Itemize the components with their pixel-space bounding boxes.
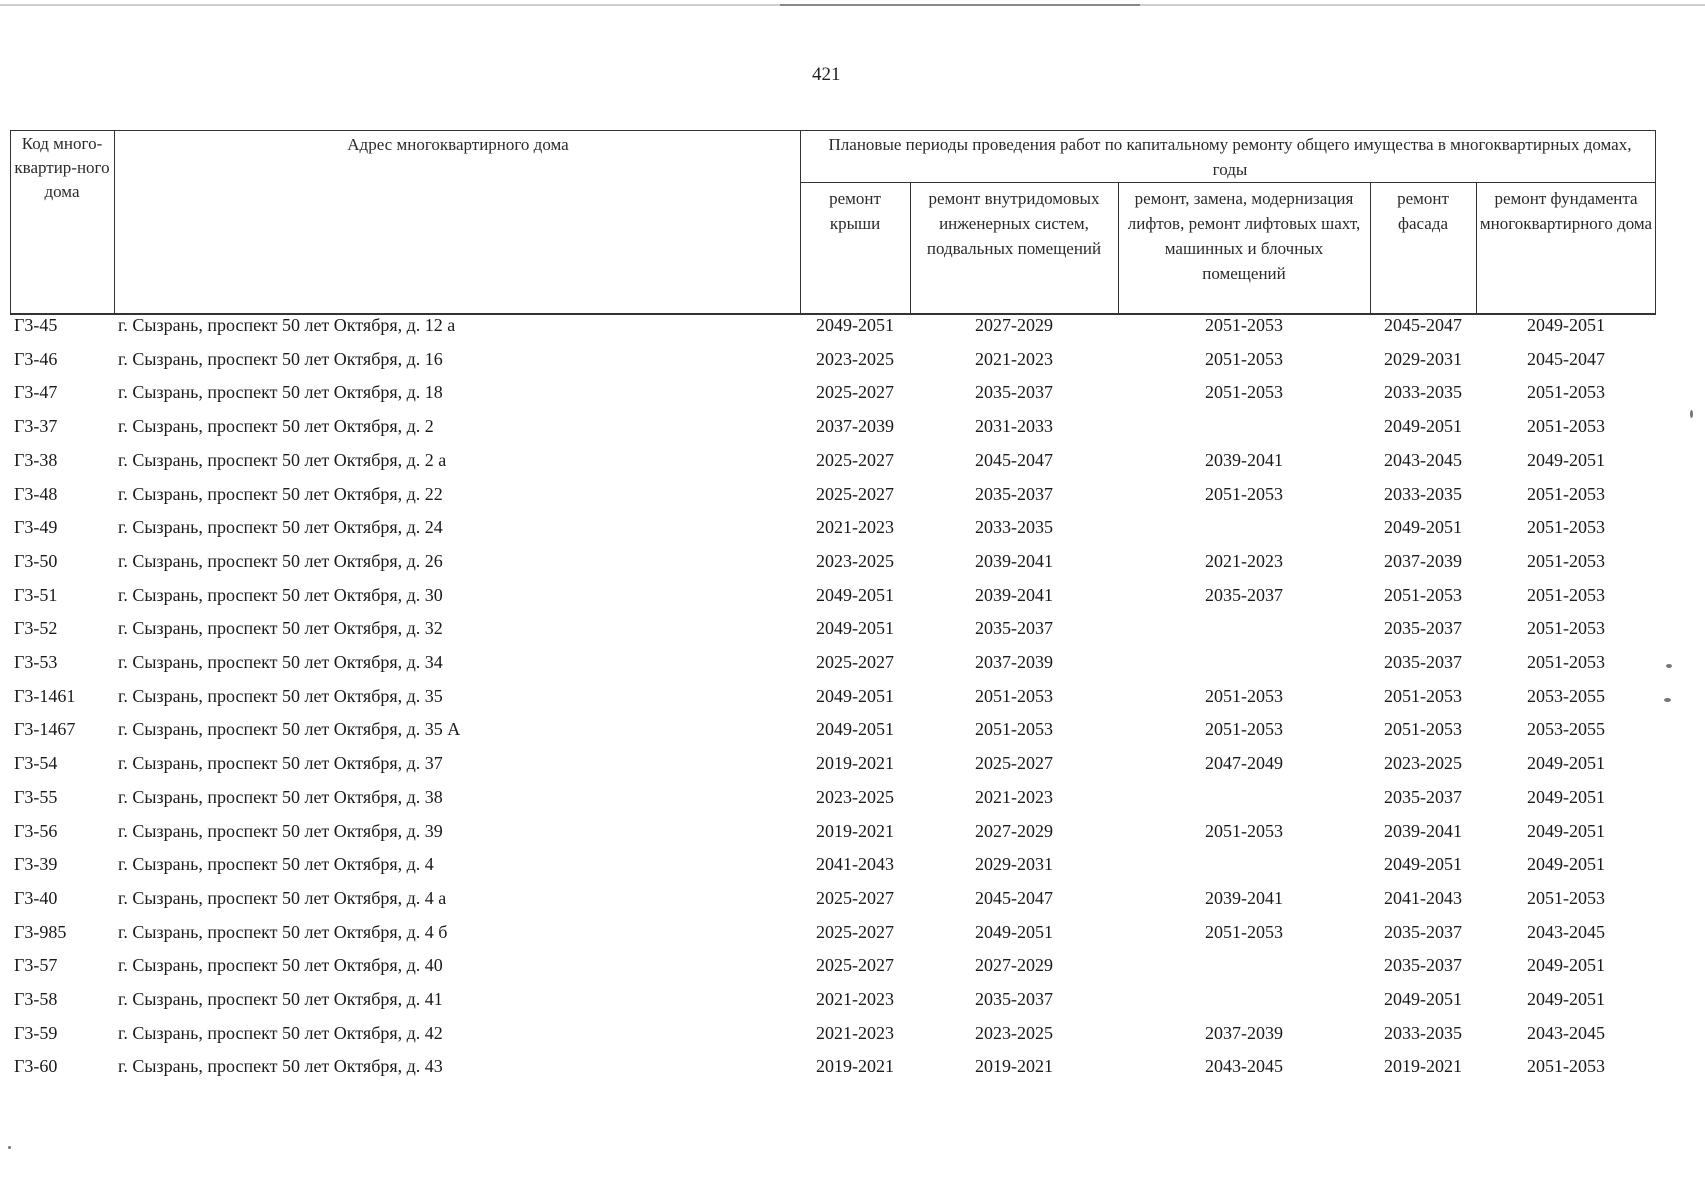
row-systems: 2035-2037: [975, 484, 1053, 504]
row-systems: 2027-2029: [975, 821, 1053, 841]
table-row: [0, 517, 1705, 551]
header-roof: ремонт крыши: [829, 189, 881, 233]
row-address: г. Сызрань, проспект 50 лет Октября, д. 24: [118, 517, 443, 537]
row-roof: 2025-2027: [816, 922, 894, 942]
row-address: г. Сызрань, проспект 50 лет Октября, д. 39: [118, 821, 443, 841]
row-code: Г3-53: [14, 652, 58, 672]
row-address: г. Сызрань, проспект 50 лет Октября, д. 35 А: [118, 719, 461, 739]
table-row: [0, 686, 1705, 720]
row-foundation: 2051-2053: [1527, 652, 1605, 672]
row-lifts: 2051-2053: [1205, 922, 1283, 942]
row-code: Г3-1461: [14, 686, 76, 706]
header-group: Плановые периоды проведения работ по капитальному ремонту общего имущества в многоквартирных домах, годы: [828, 135, 1632, 179]
row-address: г. Сызрань, проспект 50 лет Октября, д. 16: [118, 349, 443, 369]
row-facade: 2035-2037: [1384, 955, 1462, 975]
table-row: [0, 854, 1705, 888]
row-address: г. Сызрань, проспект 50 лет Октября, д. 18: [118, 382, 443, 402]
row-code: Г3-59: [14, 1023, 58, 1043]
row-systems: 2031-2033: [975, 416, 1053, 436]
row-facade: 2041-2043: [1384, 888, 1462, 908]
row-roof: 2019-2021: [816, 821, 894, 841]
row-code: Г3-51: [14, 585, 58, 605]
row-lifts: 2047-2049: [1205, 753, 1283, 773]
row-systems: 2021-2023: [975, 349, 1053, 369]
row-systems: 2029-2031: [975, 854, 1053, 874]
row-foundation: 2049-2051: [1527, 753, 1605, 773]
row-foundation: 2051-2053: [1527, 585, 1605, 605]
row-lifts: 2051-2053: [1205, 719, 1283, 739]
row-foundation: 2043-2045: [1527, 922, 1605, 942]
row-facade: 2051-2053: [1384, 585, 1462, 605]
row-roof: 2041-2043: [816, 854, 894, 874]
scan-top-border-dark: [780, 4, 1140, 6]
row-facade: 2023-2025: [1384, 753, 1462, 773]
row-systems: 2051-2053: [975, 719, 1053, 739]
row-facade: 2049-2051: [1384, 416, 1462, 436]
row-facade: 2033-2035: [1384, 484, 1462, 504]
row-code: Г3-37: [14, 416, 58, 436]
header-address: Адрес многоквартирного дома: [347, 135, 569, 154]
scan-speck: [1690, 410, 1693, 418]
table-row: [0, 349, 1705, 383]
row-foundation: 2051-2053: [1527, 1056, 1605, 1076]
row-systems: 2025-2027: [975, 753, 1053, 773]
row-facade: 2019-2021: [1384, 1056, 1462, 1076]
header-systems: ремонт внутридомовых инженерных систем, подвальных помещений: [926, 189, 1102, 258]
row-foundation: 2053-2055: [1527, 686, 1605, 706]
row-facade: 2043-2045: [1384, 450, 1462, 470]
row-systems: 2035-2037: [975, 989, 1053, 1009]
row-facade: 2049-2051: [1384, 989, 1462, 1009]
row-systems: 2045-2047: [975, 450, 1053, 470]
row-systems: 2035-2037: [975, 618, 1053, 638]
row-roof: 2049-2051: [816, 618, 894, 638]
table-row: [0, 551, 1705, 585]
table-row: [0, 484, 1705, 518]
row-address: г. Сызрань, проспект 50 лет Октября, д. 41: [118, 989, 443, 1009]
row-code: Г3-52: [14, 618, 58, 638]
table-row: [0, 1056, 1705, 1090]
row-address: г. Сызрань, проспект 50 лет Октября, д. 2: [118, 416, 434, 436]
row-address: г. Сызрань, проспект 50 лет Октября, д. 4: [118, 854, 434, 874]
row-roof: 2049-2051: [816, 315, 894, 335]
row-address: г. Сызрань, проспект 50 лет Октября, д. 22: [118, 484, 443, 504]
row-roof: 2021-2023: [816, 517, 894, 537]
table-row: [0, 652, 1705, 686]
row-code: Г3-58: [14, 989, 58, 1009]
table-row: [0, 989, 1705, 1023]
row-address: г. Сызрань, проспект 50 лет Октября, д. 2 а: [118, 450, 447, 470]
row-systems: 2037-2039: [975, 652, 1053, 672]
row-address: г. Сызрань, проспект 50 лет Октября, д. 26: [118, 551, 443, 571]
row-roof: 2025-2027: [816, 888, 894, 908]
row-code: Г3-60: [14, 1056, 58, 1076]
table-row: [0, 753, 1705, 787]
header-lifts: ремонт, замена, модернизация лифтов, ремонт лифтовых шахт, машинных и блочных помещений: [1127, 189, 1361, 283]
row-facade: 2035-2037: [1384, 922, 1462, 942]
table-row: [0, 888, 1705, 922]
row-facade: 2045-2047: [1384, 315, 1462, 335]
row-roof: 2049-2051: [816, 585, 894, 605]
row-foundation: 2049-2051: [1527, 450, 1605, 470]
row-facade: 2051-2053: [1384, 719, 1462, 739]
row-lifts: 2039-2041: [1205, 888, 1283, 908]
row-code: Г3-985: [14, 922, 67, 942]
row-lifts: 2021-2023: [1205, 551, 1283, 571]
row-lifts: 2051-2053: [1205, 349, 1283, 369]
table-row: [0, 955, 1705, 989]
row-lifts: 2051-2053: [1205, 821, 1283, 841]
row-systems: 2023-2025: [975, 1023, 1053, 1043]
table-row: [0, 585, 1705, 619]
table-row: [0, 719, 1705, 753]
row-roof: 2037-2039: [816, 416, 894, 436]
row-facade: 2033-2035: [1384, 382, 1462, 402]
row-address: г. Сызрань, проспект 50 лет Октября, д. 34: [118, 652, 443, 672]
row-roof: 2023-2025: [816, 551, 894, 571]
row-facade: 2037-2039: [1384, 551, 1462, 571]
row-lifts: 2051-2053: [1205, 484, 1283, 504]
row-foundation: 2049-2051: [1527, 787, 1605, 807]
row-lifts: 2051-2053: [1205, 315, 1283, 335]
table-row: [0, 450, 1705, 484]
row-roof: 2049-2051: [816, 719, 894, 739]
table-header: [10, 130, 1656, 314]
row-systems: 2039-2041: [975, 585, 1053, 605]
row-code: Г3-1467: [14, 719, 76, 739]
row-systems: 2049-2051: [975, 922, 1053, 942]
row-address: г. Сызрань, проспект 50 лет Октября, д. 40: [118, 955, 443, 975]
row-address: г. Сызрань, проспект 50 лет Октября, д. 32: [118, 618, 443, 638]
scan-speck: [1664, 698, 1671, 702]
row-facade: 2039-2041: [1384, 821, 1462, 841]
row-code: Г3-40: [14, 888, 58, 908]
row-roof: 2025-2027: [816, 955, 894, 975]
table-row: [0, 618, 1705, 652]
row-roof: 2025-2027: [816, 382, 894, 402]
table-row: [0, 1023, 1705, 1057]
row-address: г. Сызрань, проспект 50 лет Октября, д. 30: [118, 585, 443, 605]
row-systems: 2035-2037: [975, 382, 1053, 402]
row-foundation: 2051-2053: [1527, 382, 1605, 402]
row-address: г. Сызрань, проспект 50 лет Октября, д. 35: [118, 686, 443, 706]
row-facade: 2051-2053: [1384, 686, 1462, 706]
row-address: г. Сызрань, проспект 50 лет Октября, д. 37: [118, 753, 443, 773]
row-code: Г3-48: [14, 484, 58, 504]
row-roof: 2025-2027: [816, 484, 894, 504]
row-code: Г3-49: [14, 517, 58, 537]
row-foundation: 2051-2053: [1527, 618, 1605, 638]
row-facade: 2029-2031: [1384, 349, 1462, 369]
row-lifts: 2037-2039: [1205, 1023, 1283, 1043]
row-roof: 2019-2021: [816, 1056, 894, 1076]
row-lifts: 2035-2037: [1205, 585, 1283, 605]
row-foundation: 2051-2053: [1527, 517, 1605, 537]
row-address: г. Сызрань, проспект 50 лет Октября, д. 4 а: [118, 888, 447, 908]
row-code: Г3-38: [14, 450, 58, 470]
row-systems: 2019-2021: [975, 1056, 1053, 1076]
row-facade: 2049-2051: [1384, 854, 1462, 874]
row-foundation: 2051-2053: [1527, 551, 1605, 571]
row-systems: 2021-2023: [975, 787, 1053, 807]
row-address: г. Сызрань, проспект 50 лет Октября, д. 38: [118, 787, 443, 807]
row-roof: 2023-2025: [816, 349, 894, 369]
row-roof: 2019-2021: [816, 753, 894, 773]
row-address: г. Сызрань, проспект 50 лет Октября, д. 12 а: [118, 315, 456, 335]
row-systems: 2027-2029: [975, 955, 1053, 975]
row-code: Г3-56: [14, 821, 58, 841]
scan-speck: [8, 1146, 11, 1149]
row-systems: 2051-2053: [975, 686, 1053, 706]
row-roof: 2025-2027: [816, 450, 894, 470]
row-foundation: 2051-2053: [1527, 484, 1605, 504]
table-row: [0, 416, 1705, 450]
row-foundation: 2049-2051: [1527, 854, 1605, 874]
row-foundation: 2045-2047: [1527, 349, 1605, 369]
row-systems: 2027-2029: [975, 315, 1053, 335]
row-foundation: 2049-2051: [1527, 989, 1605, 1009]
row-systems: 2045-2047: [975, 888, 1053, 908]
row-code: Г3-55: [14, 787, 58, 807]
table-row: [0, 382, 1705, 416]
row-roof: 2025-2027: [816, 652, 894, 672]
scan-speck: [1666, 664, 1672, 668]
row-address: г. Сызрань, проспект 50 лет Октября, д. 42: [118, 1023, 443, 1043]
row-facade: 2035-2037: [1384, 618, 1462, 638]
row-code: Г3-46: [14, 349, 58, 369]
row-code: Г3-57: [14, 955, 58, 975]
table-row: [0, 315, 1705, 349]
row-roof: 2049-2051: [816, 686, 894, 706]
row-roof: 2021-2023: [816, 1023, 894, 1043]
row-foundation: 2049-2051: [1527, 315, 1605, 335]
row-foundation: 2049-2051: [1527, 821, 1605, 841]
row-code: Г3-47: [14, 382, 58, 402]
row-roof: 2023-2025: [816, 787, 894, 807]
row-lifts: 2051-2053: [1205, 382, 1283, 402]
row-facade: 2035-2037: [1384, 787, 1462, 807]
table-row: [0, 922, 1705, 956]
row-lifts: 2039-2041: [1205, 450, 1283, 470]
row-systems: 2033-2035: [975, 517, 1053, 537]
header-code: Код много-квартир-ного дома: [14, 134, 110, 201]
page-number: 421: [812, 64, 841, 85]
row-facade: 2035-2037: [1384, 652, 1462, 672]
row-address: г. Сызрань, проспект 50 лет Октября, д. 4 б: [118, 922, 448, 942]
row-code: Г3-45: [14, 315, 58, 335]
row-code: Г3-54: [14, 753, 58, 773]
header-foundation: ремонт фундамента многоквартирного дома: [1479, 189, 1653, 233]
row-lifts: 2051-2053: [1205, 686, 1283, 706]
row-foundation: 2051-2053: [1527, 888, 1605, 908]
row-code: Г3-39: [14, 854, 58, 874]
row-facade: 2033-2035: [1384, 1023, 1462, 1043]
row-lifts: 2043-2045: [1205, 1056, 1283, 1076]
header-facade: ремонт фасада: [1397, 189, 1449, 233]
row-roof: 2021-2023: [816, 989, 894, 1009]
row-code: Г3-50: [14, 551, 58, 571]
row-foundation: 2053-2055: [1527, 719, 1605, 739]
row-foundation: 2051-2053: [1527, 416, 1605, 436]
row-foundation: 2043-2045: [1527, 1023, 1605, 1043]
row-systems: 2039-2041: [975, 551, 1053, 571]
table-row: [0, 787, 1705, 821]
table-row: [0, 821, 1705, 855]
row-facade: 2049-2051: [1384, 517, 1462, 537]
row-foundation: 2049-2051: [1527, 955, 1605, 975]
row-address: г. Сызрань, проспект 50 лет Октября, д. 43: [118, 1056, 443, 1076]
